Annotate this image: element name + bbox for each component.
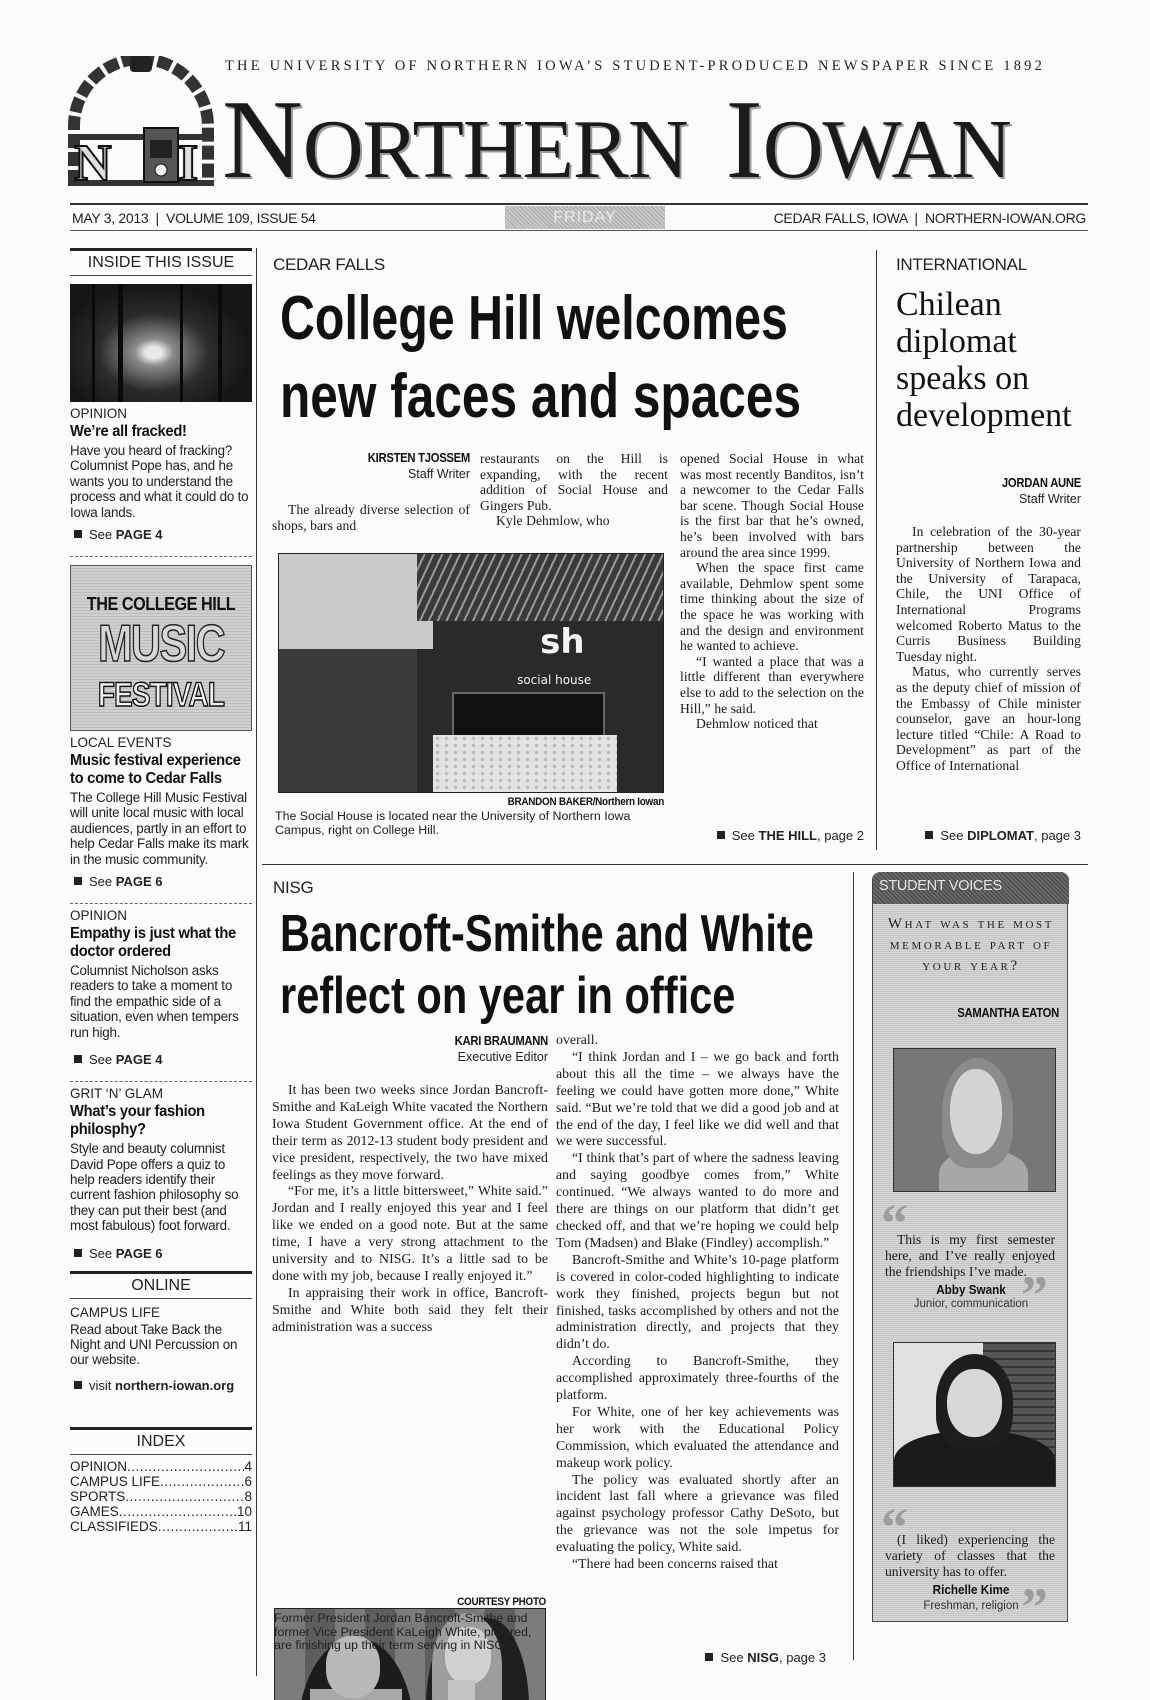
- byline-title: Staff Writer: [407, 467, 470, 481]
- richelle-kime-photo: [893, 1342, 1056, 1487]
- index-row[interactable]: CLASSIFIEDS ..... 11: [70, 1519, 252, 1534]
- respondent-name: Abby Swank: [936, 1282, 1006, 1297]
- visit-website-link[interactable]: visit northern-iowan.org: [70, 1378, 252, 1393]
- inside-this-issue-sidebar: [70, 248, 252, 1534]
- see-page-link[interactable]: See PAGE 6: [70, 1246, 252, 1261]
- teaser-headline[interactable]: What’s your fashion philosphy?: [70, 1103, 205, 1139]
- photo-credit: COURTESY PHOTO: [457, 1596, 546, 1608]
- music-festival-graphic: THE COLLEGE HILL MUSIC FESTIVAL: [70, 565, 252, 731]
- jump-link-the-hill[interactable]: See THE HILL, page 2: [680, 828, 864, 843]
- nisg-col2: overall. “I think Jordan and I – we go back and forth about this all the time – we always have the feeling we could have gotten more done,” White said. “But we’re told that we did a good job and at the end of the day, I feel like we did well and that we were successful. “I think that’s part of where the sadness leaving and saying goodbye comes from,” White continued. “We always wanted to do more and there are things on our platform that didn’t get checked off, and that we’re hoping we could help Tom (Madsen) and Blake (Findley) accomplish.” Bancroft-Smithe and White’s 10-page platform is covered in color-coded highlighting to indicate work they finished, projects begun but not finished, tasks accomplished by others and not the administration directly, and projects that they didn’t do. According to Bancroft-Smithe, they accomplished approximately three-fourths of the platform. For White, one of her key achievements was her work with the Educational Policy Commission, which evaluated the attendance and makeup work policy. The policy was evaluated shortly after an incident last fall where a grievance was filed against psychology professor Cathy DeSoto, but the grievance was not the sole impetus for evaluating the policy, White said. “There had been concerns raised that: [556, 1032, 839, 1572]
- section-divider: [262, 864, 1088, 865]
- bullet-square-icon: [717, 831, 725, 839]
- forest-photo: [70, 284, 252, 402]
- uni-logo-icon: [66, 56, 216, 188]
- teaser-kicker: OPINION: [70, 908, 128, 924]
- byline-name: KIRSTEN TJOSSEM: [367, 451, 470, 465]
- teaser-summary: Have you heard of fracking? Columnist Pope has, and he wants you to understand the process and what it could do to Iowa lands.: [70, 443, 249, 520]
- teaser-fracking[interactable]: [70, 284, 252, 542]
- close-quote-icon: ”: [1021, 1265, 1048, 1325]
- bullet-square-icon: [705, 1653, 713, 1661]
- masthead-tagline: THE UNIVERSITY OF NORTHERN IOWA’S STUDENT-PRODUCED NEWSPAPER SINCE 1892: [225, 58, 1046, 74]
- index-list: [70, 1459, 252, 1534]
- teaser-kicker: OPINION: [70, 406, 128, 421]
- column-divider: [876, 250, 877, 850]
- nisg-kicker: NISG: [273, 878, 314, 897]
- respondent-name: Richelle Kime: [932, 1582, 1010, 1597]
- abby-swank-photo: [893, 1048, 1056, 1192]
- online-kicker: CAMPUS LIFE: [70, 1304, 161, 1320]
- nisg-headline-line2[interactable]: reflect on year in office: [280, 967, 736, 1025]
- nisg-col1: It has been two weeks since Jordan Bancroft-Smithe and KaLeigh White vacated the Northern Iowa Student Government office. At the end of their term as 2012-13 student body president and vice president, respectively, the two have mixed feelings as they move forward. “For me, it’s a little bittersweet,” White said.” Jordan and I really enjoyed this year and I feel like we ended on a good note. But at the same time, I have a very strong attachment to the university and to NISG. It’s a little sad to be done with my job, because I really enjoyed it.” In appraising their work in office, Bancroft-Smithe and White both said they felt their administration was a success: [272, 1082, 548, 1334]
- lead-col2: restaurants on the Hill is expanding, with the recent addition of Social House and Gingers Pub. Kyle Dehmlow, who: [480, 451, 668, 529]
- student-voices-box: [872, 872, 1068, 1637]
- intl-body: In celebration of the 30-year partnership between the University of Northern Iowa and the University of Tarapaca, Chile, the UNI Office of International Programs welcomed Roberto Matus to the Curris Business Building Tuesday night. Matus, who currently serves as the deputy chief of mission of the Embassy of Chile minister counselor, gave an hour-long lecture titled “Chile: A Road to Development” as part of the Office of International: [896, 524, 1081, 773]
- photo-caption: The Social House is located near the University of Northern Iowa Campus, right on College Hill.: [275, 809, 631, 837]
- bullet-square-icon: [74, 1249, 82, 1257]
- see-page-link[interactable]: See PAGE 4: [70, 527, 252, 542]
- index-row[interactable]: OPINION ..... 4: [70, 1459, 252, 1474]
- online-heading: ONLINE: [70, 1271, 252, 1299]
- teaser-empathy[interactable]: [70, 908, 252, 1067]
- open-quote-icon: “: [881, 1193, 908, 1253]
- index-row[interactable]: CAMPUS LIFE ..... 6: [70, 1474, 252, 1489]
- teaser-fashion[interactable]: [70, 1086, 252, 1260]
- social-house-photo: sh social house: [278, 553, 664, 793]
- bullet-square-icon: [74, 1055, 82, 1063]
- teaser-kicker: LOCAL EVENTS: [70, 735, 172, 751]
- day-badge: FRIDAY: [505, 206, 665, 229]
- student-voices-question: What was the most memorable part of your year?: [887, 916, 1055, 974]
- lead-headline-line1[interactable]: College Hill welcomes: [280, 284, 788, 353]
- index-row[interactable]: SPORTS ..... 8: [70, 1489, 252, 1504]
- svg-text:N: N: [74, 135, 112, 188]
- bullet-square-icon: [74, 1381, 82, 1389]
- dotted-divider: [70, 1081, 252, 1082]
- close-quote-icon: ”: [1021, 1577, 1048, 1637]
- dateline-bar: [70, 203, 1088, 231]
- byline-title: Executive Editor: [457, 1050, 548, 1064]
- lead-kicker: CEDAR FALLS: [273, 255, 385, 274]
- bullet-square-icon: [74, 877, 82, 885]
- response-quote: This is my first semester here, and I’ve really enjoyed the friendships I’ve made.: [885, 1232, 1055, 1279]
- respondent-role: Freshman, religion: [923, 1600, 1019, 1612]
- byline-name: KARI BRAUMANN: [454, 1034, 548, 1048]
- teaser-headline[interactable]: Music festival experience to come to Cedar Falls: [70, 752, 241, 788]
- online-box: [70, 1305, 252, 1393]
- see-page-link[interactable]: See PAGE 6: [70, 874, 252, 889]
- see-page-link[interactable]: See PAGE 4: [70, 1052, 252, 1067]
- nameplate: [222, 78, 1092, 202]
- intl-byline: [896, 476, 1081, 506]
- bullet-square-icon: [74, 530, 82, 538]
- teaser-headline[interactable]: We’re all fracked!: [70, 423, 187, 440]
- nameplate-northern: NORTHERN: [222, 78, 688, 202]
- nisg-headline-line1[interactable]: Bancroft-Smithe and White: [280, 905, 814, 963]
- response-quote: (I liked) experiencing the variety of classes that the university has to offer.: [885, 1532, 1055, 1579]
- dotted-divider: [70, 556, 252, 557]
- svg-text:I: I: [178, 135, 199, 188]
- location-website: CEDAR FALLS, IOWA | NORTHERN-IOWAN.ORG: [773, 210, 1086, 226]
- teaser-kicker: GRIT ‘N’ GLAM: [70, 1086, 164, 1102]
- student-voices-byline: SAMANTHA EATON: [957, 1006, 1059, 1020]
- byline-title: Staff Writer: [1018, 492, 1081, 506]
- column-divider: [853, 872, 854, 1660]
- lead-col3: opened Social House in what was most recently Banditos, isn’t a newcomer to the Cedar Falls bar scene. Though Social House is the first bar that he’s owned, he’s been involved with bars around the area since 1999. When the space first came available, Dehmlow spent some time thinking about the size of the space he was working with and the design and environment he wanted to achieve. “I wanted a place that was a little different than everywhere else to add to the selection on the Hill,” he said. Dehmlow noticed that: [680, 451, 864, 732]
- intl-headline[interactable]: Chilean diplomat speaks on development: [896, 286, 1072, 434]
- teaser-music-festival[interactable]: [70, 565, 252, 889]
- bullet-square-icon: [925, 831, 933, 839]
- index-row[interactable]: GAMES ..... 10: [70, 1504, 252, 1519]
- student-voices-tab: STUDENT VOICES: [873, 872, 1069, 904]
- photo-caption: Former President Jordan Bancroft-Smithe and former Vice President KaLeigh White, pictured, are finishing up their term serving in NISG.: [274, 1611, 532, 1653]
- nameplate-iowan: IOWAN: [725, 78, 1011, 202]
- online-summary: Read about Take Back the Night and UNI Percussion on our website.: [70, 1321, 238, 1368]
- intl-kicker: INTERNATIONAL: [896, 255, 1027, 274]
- teaser-summary: Columnist Nicholson asks readers to take a moment to find the empathic side of a situation, even when tempers run high.: [70, 963, 239, 1040]
- teaser-headline[interactable]: Empathy is just what the doctor ordered: [70, 925, 236, 961]
- inside-this-issue-heading: INSIDE THIS ISSUE: [70, 248, 252, 276]
- lead-col1: The already diverse selection of shops, bars and: [272, 502, 470, 533]
- dotted-divider: [70, 903, 252, 904]
- jump-link-diplomat[interactable]: See DIPLOMAT, page 3: [896, 828, 1081, 843]
- issue-date-volume: MAY 3, 2013 | VOLUME 109, ISSUE 54: [72, 210, 316, 226]
- teaser-summary: Style and beauty columnist David Pope offers a quiz to help readers identify their current fashion philosophy so they can put their best (and most fabulous) foot forward.: [70, 1141, 239, 1234]
- sidebar-divider: [256, 248, 257, 1676]
- index-heading: INDEX: [70, 1427, 252, 1455]
- photo-credit: BRANDON BAKER/Northern Iowan: [507, 796, 664, 808]
- lead-headline-line2[interactable]: new faces and spaces: [280, 362, 802, 431]
- open-quote-icon: “: [881, 1497, 908, 1557]
- respondent-role: Junior, communication: [913, 1298, 1029, 1310]
- lead-byline: [270, 451, 470, 481]
- jump-link-nisg[interactable]: See NISG, page 3: [556, 1650, 826, 1665]
- teaser-summary: The College Hill Music Festival will unite local music with local audiences, partly in an effort to help Cedar Falls make its mark in the music community.: [70, 790, 249, 867]
- nisg-byline: [300, 1034, 548, 1064]
- byline-name: JORDAN AUNE: [1001, 476, 1081, 490]
